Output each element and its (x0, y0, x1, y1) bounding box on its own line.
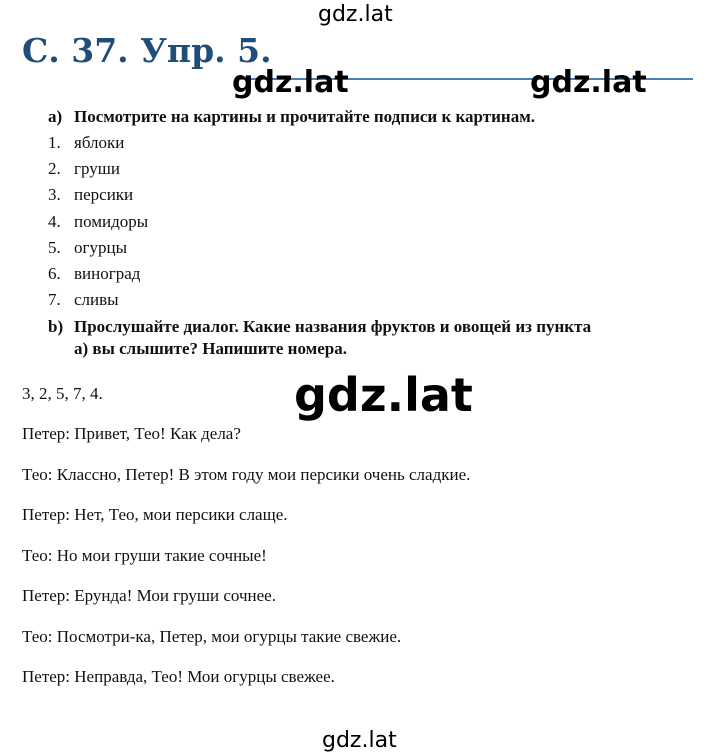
list-item-number: 2. (48, 159, 61, 179)
watermark-top: gdz.lat (318, 2, 393, 27)
list-item (48, 235, 148, 261)
dialog-line: Петер: Привет, Тео! Как дела? (22, 424, 241, 443)
task-b-text-line1: Прослушайте диалог. Какие названия фруктов и овощей из пункта (74, 317, 592, 336)
task-a-text: Посмотрите на картины и прочитайте подписи к картинам. (74, 107, 536, 126)
list-item (48, 182, 148, 208)
list-item-text: сливы (74, 290, 119, 310)
dialog-line: Тео: Посмотри-ка, Петер, мои огурцы такие свежие. (22, 626, 402, 646)
list-item-number: 3. (48, 185, 61, 205)
dialog-line: Петер: Неправда, Тео! Мои огурцы свежее. (22, 667, 335, 686)
task-b-heading (48, 316, 698, 360)
page-title: С. 37. Упр. 5. (22, 31, 272, 70)
list-item-number: 6. (48, 263, 61, 283)
dialog-line: Петер: Нет, Тео, мои персики слаще. (22, 505, 288, 524)
list-item-text: персики (74, 185, 134, 205)
dialog (22, 424, 470, 708)
watermark-bottom: gdz.lat (322, 728, 397, 753)
task-b-text-line2: а) вы слышите? Напишите номера. (74, 339, 347, 359)
watermark-mid-right: gdz.lat (530, 65, 647, 100)
dialog-line: Петер: Ерунда! Мои груши сочнее. (22, 586, 276, 605)
list-item-text: помидоры (74, 211, 149, 231)
list-item (48, 130, 148, 156)
answer-text: 3, 2, 5, 7, 4. (22, 384, 103, 403)
list-item-text: груши (74, 159, 120, 179)
list-item (48, 287, 148, 313)
dialog-line: Тео: Но мои груши такие сочные! (22, 545, 267, 565)
watermark-center: gdz.lat (294, 368, 473, 422)
list-item (48, 209, 148, 235)
list-item-number: 5. (48, 237, 61, 257)
list-item (48, 261, 148, 287)
task-b-letter: b) (48, 317, 64, 336)
vocabulary-list (48, 130, 148, 313)
list-item-number: 1. (48, 133, 61, 152)
watermark-mid-left: gdz.lat (232, 65, 349, 100)
dialog-line: Тео: Классно, Петер! В этом году мои персики очень сладкие. (22, 464, 471, 484)
list-item-number: 7. (48, 290, 61, 310)
task-a-letter: a) (48, 107, 63, 126)
list-item-number: 4. (48, 211, 61, 231)
list-item-text: яблоки (74, 133, 125, 152)
list-item (48, 156, 148, 182)
list-item-text: виноград (74, 263, 141, 283)
task-a-heading (48, 106, 535, 128)
list-item-text: огурцы (74, 237, 127, 257)
